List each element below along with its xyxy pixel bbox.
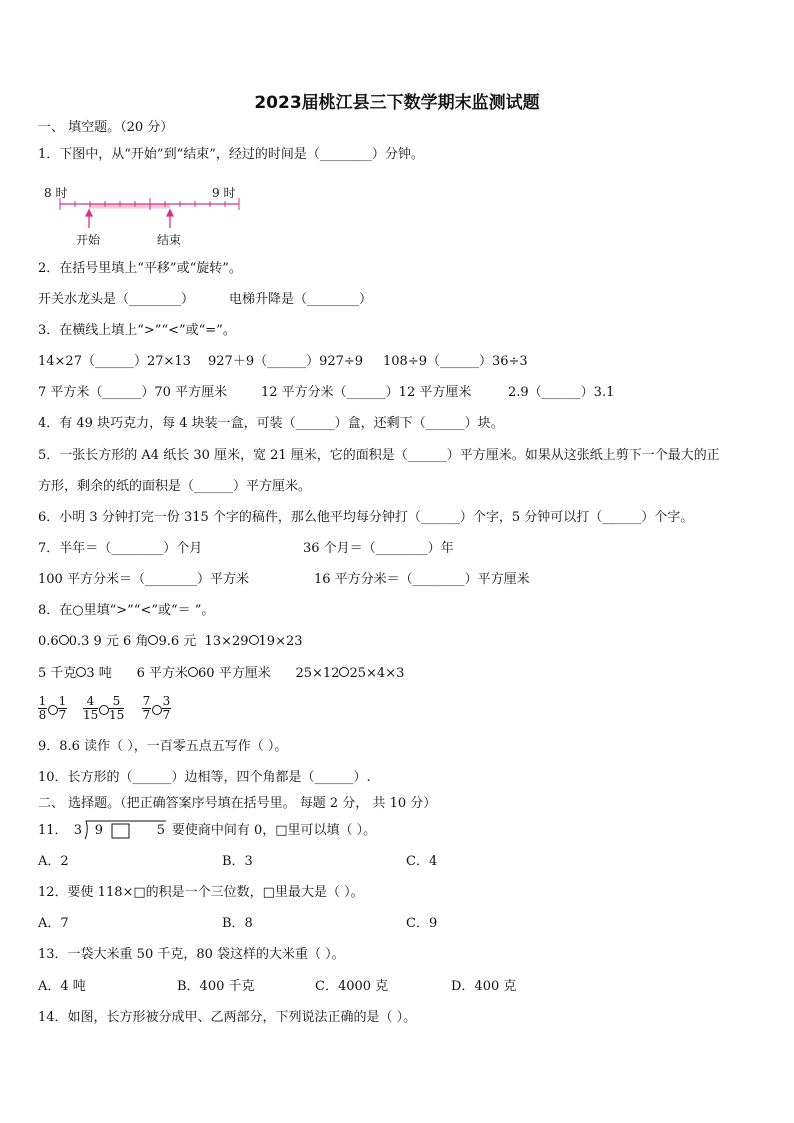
- long-division: [72, 822, 168, 840]
- question-2b: 电梯升降是（________）: [229, 292, 373, 307]
- compare-circle[interactable]: [339, 667, 349, 677]
- start-arrowhead: [86, 210, 92, 216]
- question-14: 14．如图，长方形被分成甲、乙两部分，下列说法正确的是（ ）。: [38, 1010, 417, 1025]
- divisor: 3: [73, 823, 82, 838]
- q13-option-b[interactable]: B．400 千克: [177, 979, 255, 994]
- question-8-row2: [38, 665, 404, 683]
- compare-circle[interactable]: [152, 705, 162, 715]
- compare-circle[interactable]: [148, 635, 158, 645]
- timeline-label-right: 9 时: [212, 186, 236, 200]
- q8-r2-a-right: 3 吨: [86, 666, 112, 681]
- q8-r1-b-left: 9 元 6 角: [93, 634, 149, 649]
- compare-circle[interactable]: [48, 705, 58, 715]
- compare-circle[interactable]: [188, 667, 198, 677]
- section-2-heading: 二、 选择题。（把正确答案序号填在括号里。 每题 2 分， 共 10 分）: [38, 796, 437, 811]
- question-3: 3．在横线上填上“>”“<”或“=”。: [38, 323, 236, 338]
- timeline-label-left: 8 时: [44, 186, 68, 200]
- q13-option-a[interactable]: A．4 吨: [38, 979, 86, 994]
- q8-r2-c-right: 25×4×3: [349, 666, 405, 681]
- question-8-fractions: [38, 693, 198, 727]
- blank-box: [112, 824, 129, 838]
- question-2: 2．在括号里填上“平移”或“旋转”。: [38, 261, 242, 276]
- q12-option-b[interactable]: B．8: [222, 916, 253, 931]
- timeline-figure: [38, 182, 248, 248]
- question-7-row1-b: 36 个月＝（________）年: [303, 541, 454, 556]
- question-12: 12．要使 118×□的积是一个三位数，□里最大是（ ）。: [38, 885, 364, 900]
- question-7-row1-a: 7．半年＝（________）个月: [38, 541, 203, 556]
- question-6: 6．小明 3 分钟打完一份 315 个字的稿件，那么他平均每分钟打（______）个字，5 分钟可以打（______）个字。: [38, 510, 694, 525]
- compare-circle[interactable]: [76, 667, 86, 677]
- fraction: 5 15: [109, 694, 125, 722]
- section-1-heading: 一、 填空题。（20 分）: [38, 120, 174, 135]
- timeline-start-label: 开始: [76, 233, 101, 247]
- division-bracket: [72, 820, 168, 840]
- q8-r1-c-right: 19×23: [258, 634, 303, 649]
- q8-r2-c-left: 25×12: [295, 666, 340, 681]
- q8-r2-a-left: 5 千克: [38, 666, 77, 681]
- question-11: [38, 822, 376, 842]
- q8-r2-b-left: 6 平方米: [136, 666, 189, 681]
- compare-circle[interactable]: [249, 635, 259, 645]
- q11-option-c[interactable]: C．4: [406, 854, 438, 869]
- q8-r2-b-right: 60 平方厘米: [198, 666, 271, 681]
- fraction: 4 15: [83, 694, 99, 722]
- fraction: 1 8: [38, 694, 47, 722]
- fraction: 3 7: [162, 694, 171, 722]
- question-2a: 开关水龙头是（________）: [38, 292, 195, 307]
- q11-number: 11．: [38, 823, 68, 838]
- question-9: 9．8.6 读作（ ），一百零五点五写作（ ）。: [38, 739, 288, 754]
- question-13: 13．一袋大米重 50 千克，80 袋这样的大米重（ ）。: [38, 947, 345, 962]
- compare-circle[interactable]: [59, 635, 69, 645]
- question-5-line2: 方形，剩余的纸的面积是（______）平方厘米。: [38, 479, 312, 494]
- q8-r1-c-left: 13×29: [204, 634, 249, 649]
- q8-r1-a-right: 0.3: [68, 634, 90, 649]
- page-title: 2023届桃江县三下数学期末监测试题: [254, 93, 540, 113]
- question-1: 1．下图中，从“开始”到“结束”，经过的时间是（________）分钟。: [38, 147, 424, 162]
- q12-option-a[interactable]: A．7: [38, 916, 69, 931]
- question-7-row2-b: 16 平方分米＝（________）平方厘米: [314, 572, 530, 587]
- question-8-row1: [38, 633, 303, 651]
- q8-r1-b-right: 9.6 元: [158, 634, 197, 649]
- timeline-end-label: 结束: [157, 233, 182, 247]
- q13-option-d[interactable]: D．400 克: [451, 979, 517, 994]
- compare-circle[interactable]: [99, 705, 109, 715]
- q11-text: 要使商中间有 0，□里可以填（ ）。: [171, 823, 377, 838]
- question-3-row1-c: 108÷9（______）36÷3: [383, 354, 528, 369]
- question-4: 4．有 49 块巧克力，每 4 块装一盒，可装（______）盒，还剩下（______）块。: [38, 416, 504, 431]
- dividend-digit-1: 9: [94, 823, 103, 838]
- q13-option-c[interactable]: C．4000 克: [315, 979, 389, 994]
- question-10: 10．长方形的（______）边相等，四个角都是（______）.: [38, 770, 371, 785]
- q12-option-c[interactable]: C．9: [406, 916, 438, 931]
- question-5-line1: 5．一张长方形的 A4 纸长 30 厘米，宽 21 厘米，它的面积是（______）平方厘米。如果从这张纸上剪下一个最大的正: [38, 448, 720, 463]
- question-3-row2-b: 12 平方分米（______）12 平方厘米: [261, 385, 472, 400]
- fraction: 1 7: [58, 694, 67, 722]
- fraction: 7 7: [142, 694, 151, 722]
- q11-option-a[interactable]: A．2: [38, 854, 69, 869]
- question-7-row2-a: 100 平方分米＝（________）平方米: [38, 572, 249, 587]
- q8-r1-a-left: 0.6: [38, 634, 59, 649]
- q11-option-b[interactable]: B．3: [222, 854, 253, 869]
- end-arrowhead: [167, 210, 173, 216]
- question-3-row1-a: 14×27（______）27×13: [38, 354, 191, 369]
- question-3-row2-c: 2.9（______）3.1: [508, 385, 615, 400]
- dividend-digit-2: 5: [156, 823, 165, 838]
- question-8: 8．在○里填“>”“<”或“＝ ”。: [38, 603, 215, 618]
- question-3-row1-b: 927＋9（______）927÷9: [208, 354, 364, 369]
- timeline-svg: [38, 182, 248, 248]
- question-3-row2-a: 7 平方米（______）70 平方厘米: [38, 385, 228, 400]
